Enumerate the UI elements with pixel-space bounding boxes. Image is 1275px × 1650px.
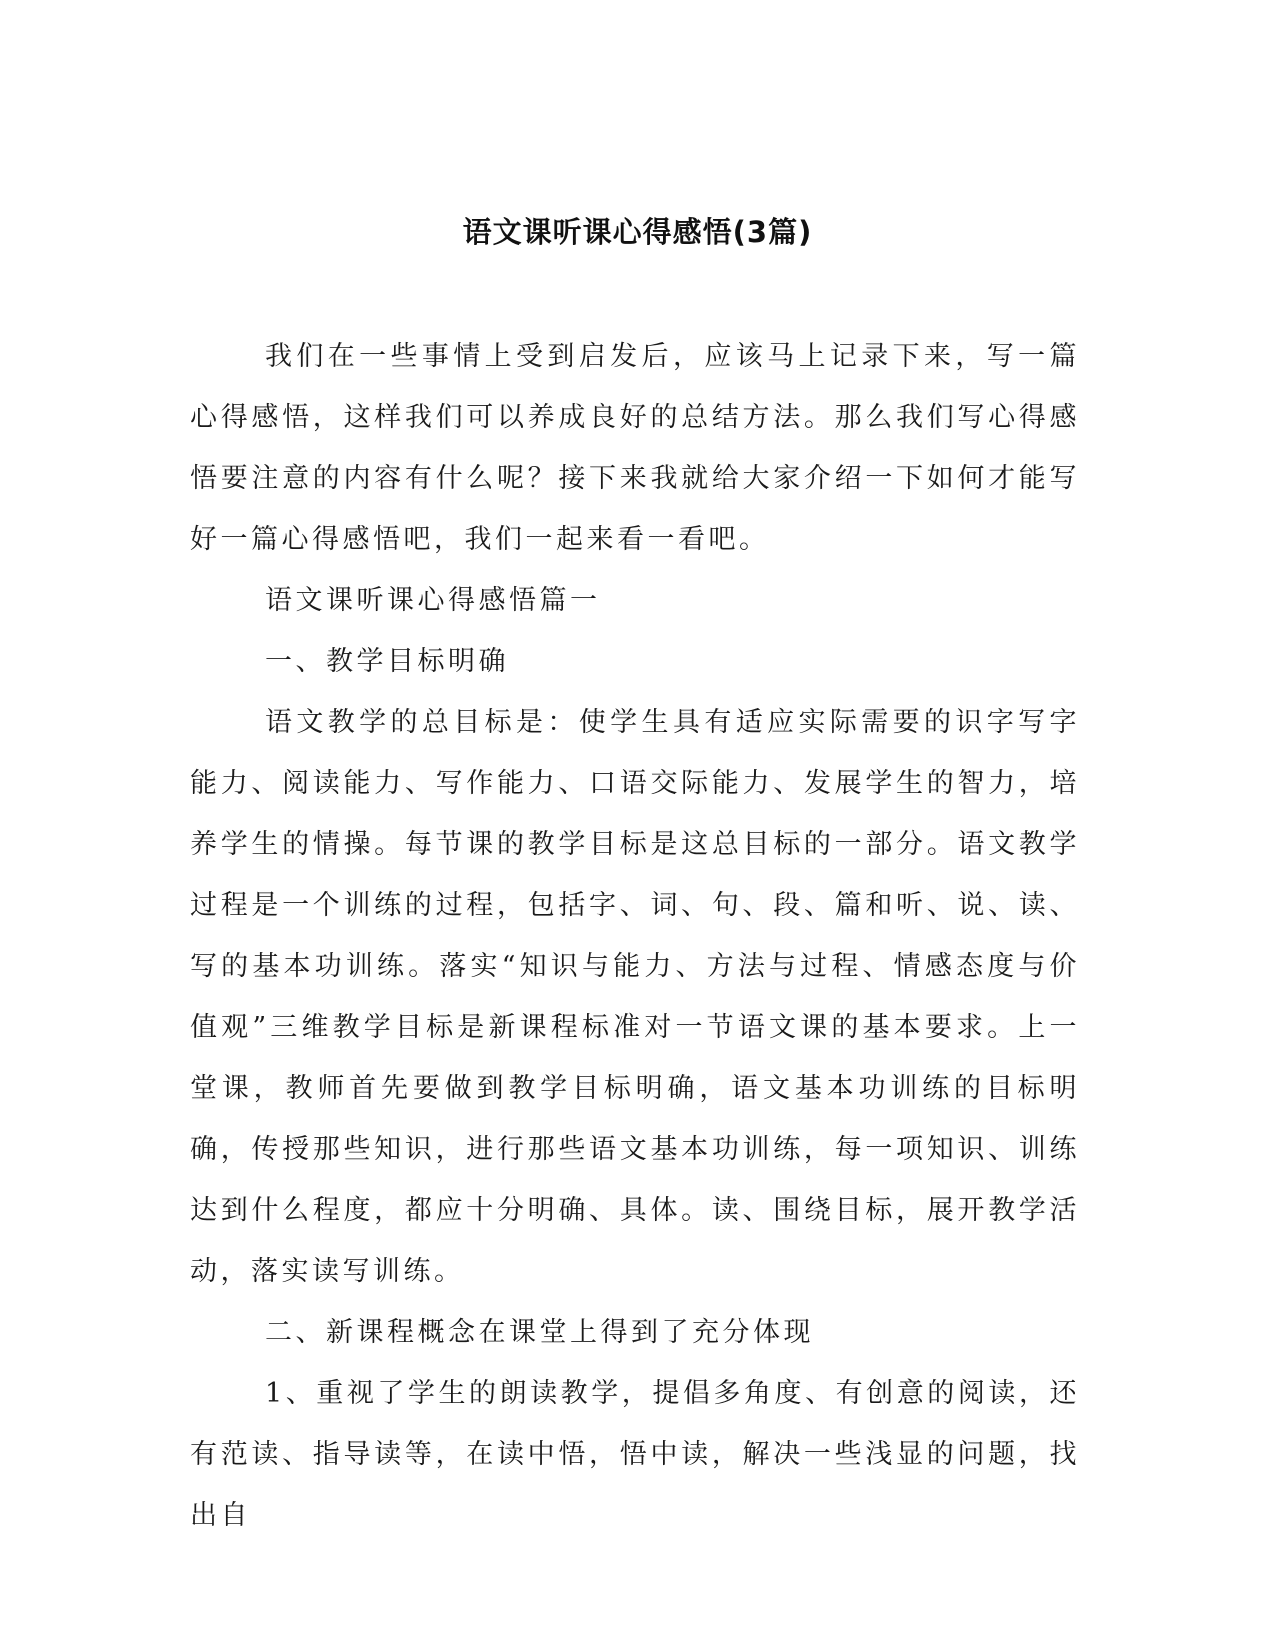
intro-paragraph: 我们在一些事情上受到启发后，应该马上记录下来，写一篇心得感悟，这样我们可以养成良好的总结方法。那么我们写心得感悟要注意的内容有什么呢？接下来我就给大家介绍一下如何才能写好一篇心得感悟吧，我们一起来看一看吧。 xyxy=(190,341,1080,555)
subheading-new-curriculum: 二、新课程概念在课堂上得到了充分体现 xyxy=(265,1317,814,1348)
document-title: 语文课听课心得感悟(3篇) xyxy=(462,215,813,249)
body-paragraph: 1、重视了学生的朗读教学，提倡多角度、有创意的阅读，还有范读、指导读等，在读中悟，悟中读，解决一些浅显的问题，找出自 xyxy=(190,1378,1080,1531)
section-heading-part-one: 语文课听课心得感悟篇一 xyxy=(265,585,601,616)
document-body xyxy=(190,326,1080,1546)
subheading-teaching-goals: 一、教学目标明确 xyxy=(265,646,509,677)
body-paragraph: 语文教学的总目标是：使学生具有适应实际需要的识字写字能力、阅读能力、写作能力、口语交际能力、发展学生的智力，培养学生的情操。每节课的教学目标是这总目标的一部分。语文教学过程是一个训练的过程，包括字、词、句、段、篇和听、说、读、写的基本功训练。落实“知识与能力、方法与过程、情感态度与价值观”三维教学目标是新课程标准对一节语文课的基本要求。上一堂课，教师首先要做到教学目标明确，语文基本功训练的目标明确，传授那些知识，进行那些语文基本功训练，每一项知识、训练达到什么程度，都应十分明确、具体。读、围绕目标，展开教学活动，落实读写训练。 xyxy=(190,707,1080,1287)
